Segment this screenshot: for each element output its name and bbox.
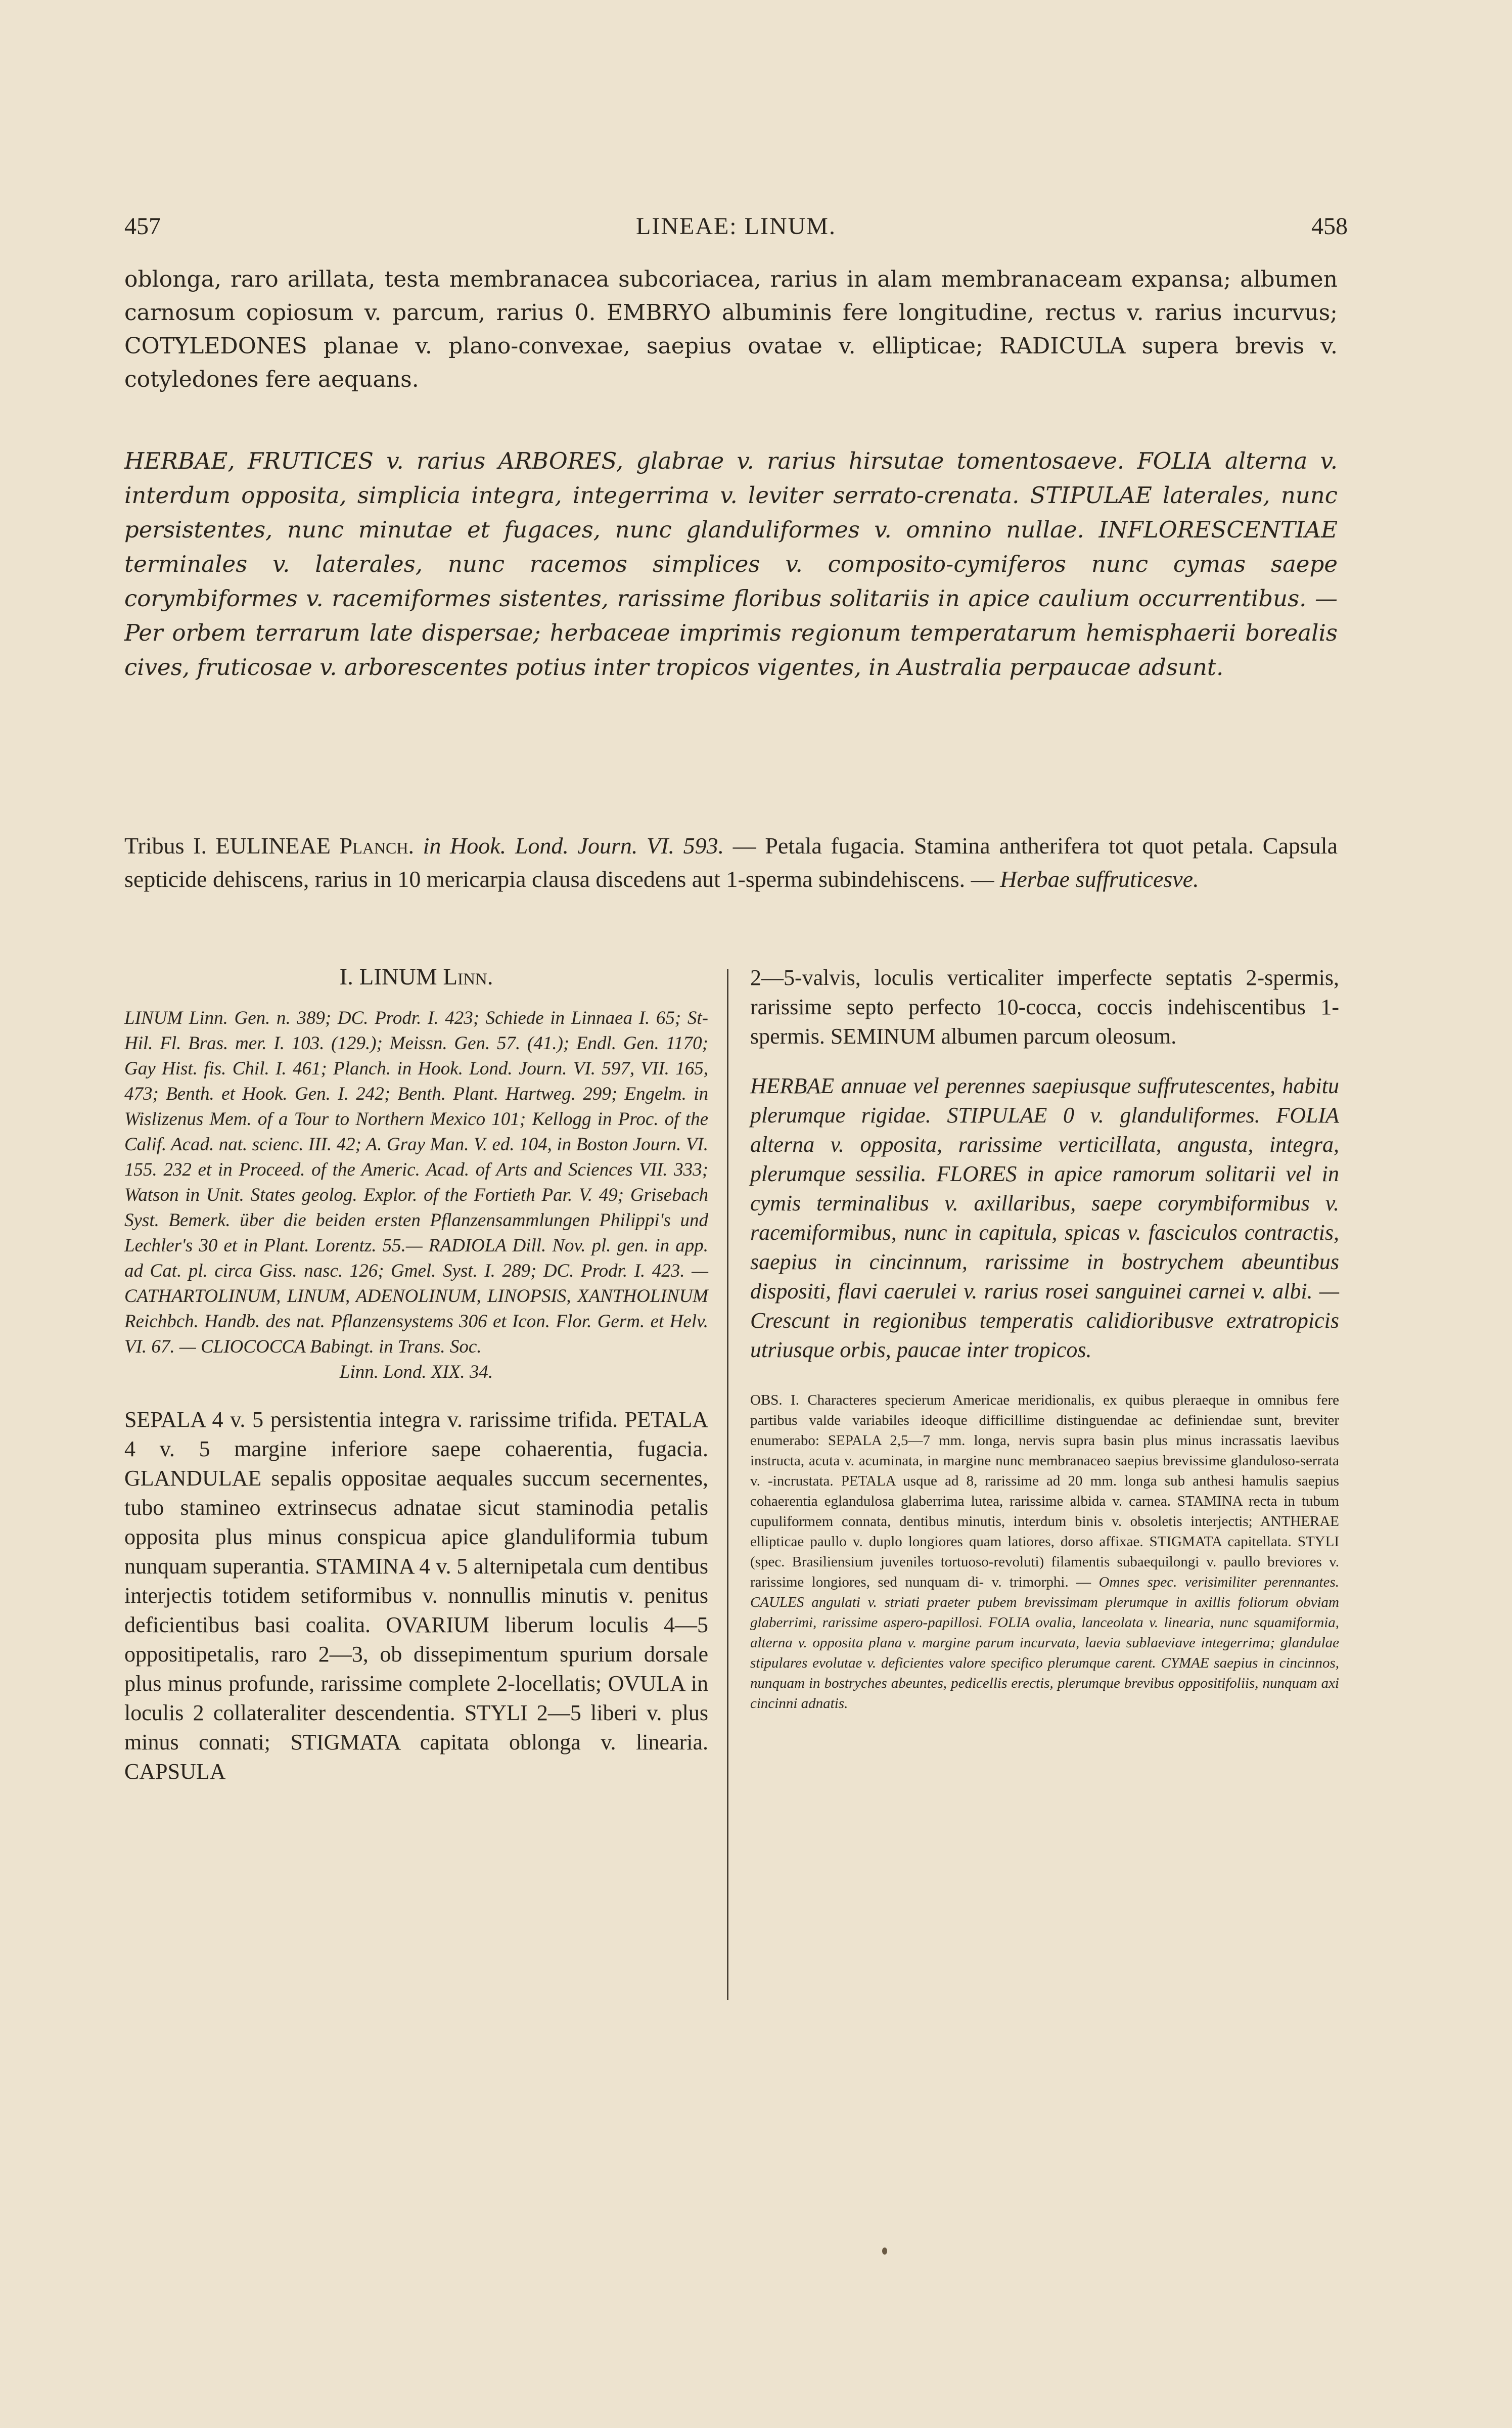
page-number-right: 458 [1311,213,1348,240]
synonymy-last-line: Linn. Lond. XIX. 34. [339,1362,493,1382]
tribus-tail: Herbae suffruticesve. [1000,866,1199,892]
genus-description: SEPALA 4 v. 5 persistentia integra v. rarissime trifida. PETALA 4 v. 5 margine inferiore saepe cohaerentia, fugacia. GLANDULAE sepalis oppositae aequales succum secernentes, tubo stamineo extrinsecus adnatae sicut staminodia petalis opposita plus minus conspicua apice glanduliformia tubum nunquam superantia. STAMINA 4 v. 5 alternipetala cum dentibus interjectis totidem setiformibus v. nonnullis minutis v. penitus deficientibus basi coalita. OVARIUM liberum loculis 4—5 oppositipetalis, raro 2—3, ob dissepimentum spurium dorsale plus minus profunde, rarissime complete 2-locellatis; OVULA in loculis 2 collateraliter descendentia. STYLI 2—5 liberi v. plus minus connati; STIGMATA capitata oblonga v. linearia. CAPSULA [124,1407,708,1784]
tribus-lead: Tribus I. EULINEAE [124,833,331,859]
genus-author: Linn. [443,964,493,990]
column-divider [727,969,728,2000]
observation-text: OBS. I. Characteres specierum Americae meridionalis, ex quibus pleraeque in omnibus fere partibus valde variabiles ideoque difficillime distinguendae ac definiendae sunt, breviter enumerabo: SEPALA 2,5—7 mm. longa, nervis supra basin plus minus incrassatis laevibus instructa, acuta v. acuminata, in margine nunc membranaceo saepius brevissime glanduloso-serrata v. -incrustata. PETALA usque ad 8, rarissime ad 20 mm. longa sub anthesi hamulis saepius cohaerentia eglandulosa glaberrima lutea, rarissime albida v. carnea. STAMINA recta in tubum cupuliformem connata, dentibus minutis, interdum binis v. obsoletis interjectis; ANTHERAE ellipticae paullo v. duplo longiores quam latiores, dorso affixae. STIGMATA capitellata. STYLI (spec. Brasiliensium juveniles tortuoso-revoluti) filamentis subaequilongi v. paullo breviores v. rarissime longiores, sed nunquam di- v. trimorphi. — [750,1392,1339,1590]
habit-description: HERBAE annuae vel perennes saepiusque suffrutescentes, habitu plerumque rigidae. STIPULAE 0 v. glanduliformes. FOLIA alterna v. opposita, rarissime verticillata, angusta, integra, plerumque sessilia. FLORES in apice ramorum solitarii vel in cymis terminalibus v. axillaribus, saepe corymbiformibus v. racemiformibus, nunc in capitula, spicas v. fasciculos contractis, saepius in cincinnum, rarissime in bostrychem abeuntibus dispositi, flavi caerulei v. rarius rosei sanguinei carnei v. albi. — Crescunt in regionibus temperatis calidioribusve extratropicis utriusque orbis, paucae inter tropicos. [750,1073,1339,1362]
genus-title: I. LINUM [339,964,437,990]
running-title: LINEAE: LINUM. [636,213,836,240]
capsule-description: 2—5-valvis, loculis verticaliter imperfecte septatis 2-spermis, rarissime septo perfecto 10-cocca, coccis indehiscentibus 1-spermis. SEMINUM albumen parcum oleosum. [750,965,1339,1049]
tribus-text: — Petala fugacia. Stamina antherifera tot quot petala. Capsula septicide dehiscens, rarius in 10 mericarpia clausa discedens aut 1-sperma subindehiscens. — [124,833,1338,892]
family-description-paragraph: HERBAE, FRUTICES v. rarius ARBORES, glabrae v. rarius hirsutae tomentosaeve. FOLIA alterna v. interdum opposita, simplicia integra, integerrima v. leviter serrato-crenata. STIPULAE laterales, nunc persistentes, nunc minutae et fugaces, nunc glanduliformes v. omnino nullae. INFLORESCENTIAE terminales v. laterales, nunc racemos simplices v. composito-cymiferos nunc cymas saepe corymbiformes v. racemiformes sistentes, rarissime floribus solitariis in apice caulium occurrentibus. — Per orbem terrarum late dispersae; herbaceae imprimis regionum temperatarum hemisphaerii borealis cives, fruticosae v. arborescentes potius inter tropicos vigentes, in Australia perpaucae adsunt. [124,447,1338,681]
tribus-paragraph [124,829,1338,896]
observation-note [750,1390,1339,1714]
tribus-reference: in Hook. Lond. Journ. VI. 593. [423,833,724,859]
genus-heading [124,963,708,991]
paper-mark [882,2247,887,2255]
page-number-left: 457 [124,213,161,240]
right-column [750,963,1339,1714]
running-head [124,212,1348,248]
observation-tail: Omnes spec. verisimiliter perennantes. CAULES angulati v. striati praeter pubem brevissimam plerumque in axillis foliorum obviam glaberrimi, rarissime aspero-papillosi. FOLIA ovalia, lanceolata v. linearia, nunc squamiformia, alterna v. opposita plana v. margine parum incurvata, laevia sublaeviave integerrima; glandulae stipulares evolutae v. deficientes valore specifico plerumque carent. CYMAE saepius in cincinnos, nunquam in bostryches abeuntes, pedicellis erectis, plerumque brevibus oppositifoliis, nunquam axi cincinni adnatis. [750,1574,1339,1712]
tribus-author: Planch. [339,833,414,859]
synonymy-text: LINUM Linn. Gen. n. 389; DC. Prodr. I. 423; Schiede in Linnaea I. 65; St-Hil. Fl. Bras. mer. I. 103. (129.); Meissn. Gen. 57. (41.); Endl. Gen. 1170; Gay Hist. fis. Chil. I. 461; Planch. in Hook. Lond. Journ. VI. 597, VII. 165, 473; Benth. et Hook. Gen. I. 242; Benth. Plant. Hartweg. 299; Engelm. in Wislizenus Mem. of a Tour to Northern Mexico 101; Kellogg in Proc. of the Calif. Acad. nat. scienc. III. 42; A. Gray Man. V. ed. 104, in Boston Journ. VI. 155. 232 et in Proceed. of the Americ. Acad. of Arts and Sciences VII. 333; Watson in Unit. States geolog. Explor. of the Fortieth Par. V. 49; Grisebach Syst. Bemerk. über die beiden ersten Pflanzensammlungen Philippi's und Lechler's 30 et in Plant. Lorentz. 55.— RADIOLA Dill. Nov. pl. gen. in app. ad Cat. pl. circa Giss. nasc. 126; Gmel. Syst. I. 289; DC. Prodr. I. 423. — CATHARTOLINUM, LINUM, ADENOLINUM, LINOPSIS, XANTHOLINUM Reichbch. Handb. des nat. Pflanzensystems 306 et Icon. Flor. Germ. et Helv. VI. 67. — CLIOCOCCA Babingt. in Trans. Soc. [124,1008,708,1357]
left-column [124,963,708,1786]
intro-paragraph: oblonga, raro arillata, testa membranacea subcoriacea, rarius in alam membranaceam expansa; albumen carnosum copiosum v. parcum, rarius 0. EMBRYO albuminis fere longitudine, rectus v. rarius incurvus; COTYLEDONES planae v. plano-convexae, saepius ovatae v. ellipticae; RADICULA supera brevis v. cotyledones fere aequans. [124,266,1338,392]
